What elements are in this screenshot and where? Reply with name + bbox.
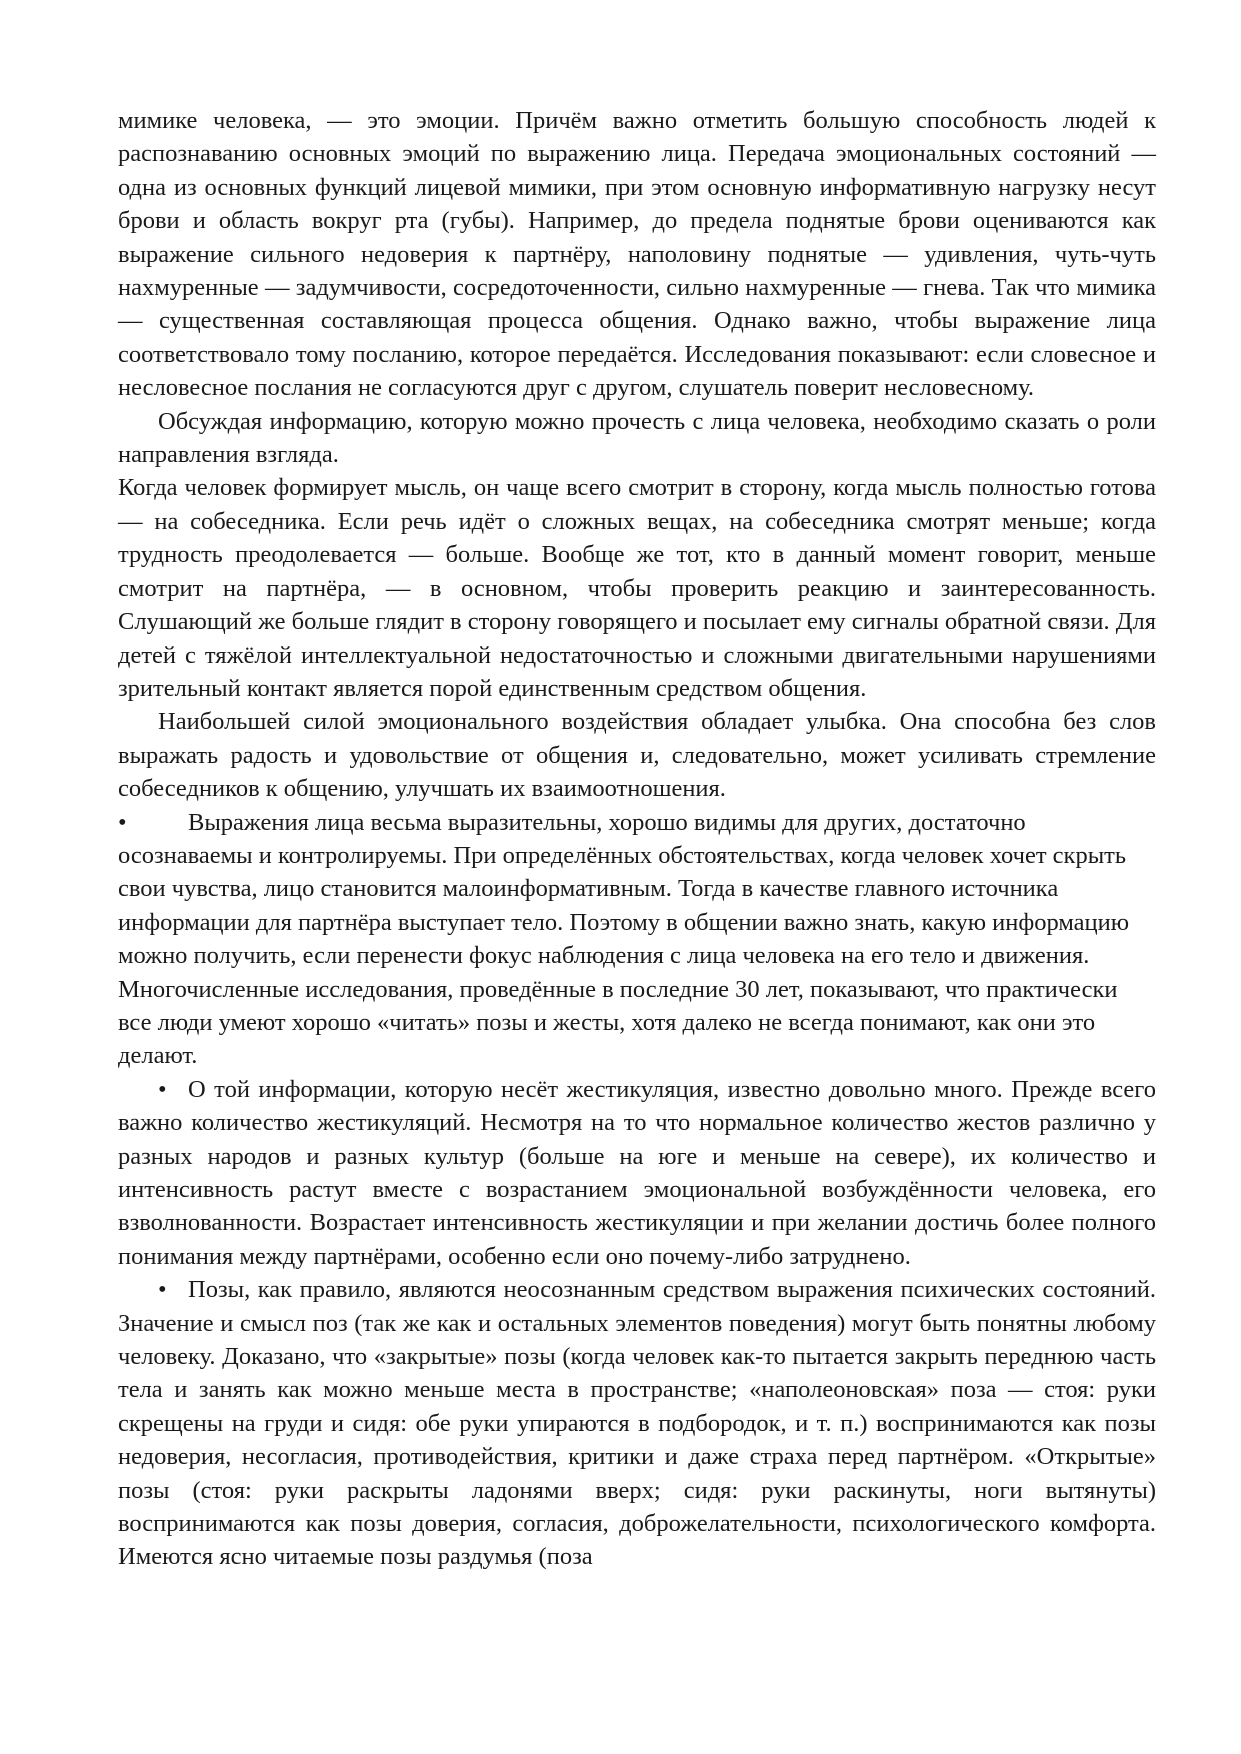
bullet-marker: • <box>158 1276 167 1304</box>
document-page <box>118 104 1156 1574</box>
paragraph-gestures-text: О той информации, которую несёт жестикуляция, известно довольно много. Прежде всего важно количество жестикуляций. Несмотря на то что нормальное количество жестов различно у разных народов и разных культур (больше на юге и меньше на севере), их количество и интенсивность растут вместе с возрастанием эмоциональной возбуждённости человека, его взволнованности. Возрастает интенсивность жестикуляции и при желании достичь более полного понимания между партнёрами, особенно если оно почему-либо затруднено. <box>118 1075 1156 1270</box>
paragraph-body-language <box>118 806 1156 1073</box>
paragraph-body-language-text: Выражения лица весьма выразительны, хорошо видимы для других, достаточно осознаваемы и контролируемы. При определённых обстоятельствах, когда человек хочет скрыть свои чувства, лицо становится малоинформативным. Тогда в качестве главного источника информации для партнёра выступает тело. Поэтому в общении важно знать, какую информацию можно получить, если перенести фокус наблюдения с лица человека на его тело и движения. Многочисленные исследования, проведённые в последние 30 лет, показывают, что практически все люди умеют хорошо «читать» позы и жесты, хотя далеко не всегда понимают, как они это делают. <box>118 808 1130 1070</box>
paragraph-smile: Наибольшей силой эмоционального воздействия обладает улыбка. Она способна без слов выражать радость и удовольствие от общения и, следовательно, может усиливать стремление собеседников к общению, улучшать их взаимоотношения. <box>118 708 1156 803</box>
paragraph-gestures <box>118 1073 1156 1273</box>
paragraph-gaze-intro: Обсуждая информацию, которую можно прочесть с лица человека, необходимо сказать о роли направления взгляда. <box>118 407 1156 469</box>
paragraph-gaze-direction: Когда человек формирует мысль, он чаще всего смотрит в сторону, когда мысль полностью готова — на собеседника. Если речь идёт о сложных вещах, на собеседника смотрят меньше; когда трудность преодолевается — больше. Вообще же тот, кто в данный момент говорит, меньше смотрит на партнёра, — в основном, чтобы проверить реакцию и заинтересованность. Слушающий же больше глядит в сторону говорящего и посылает ему сигналы обратной связи. Для детей с тяжёлой интеллектуальной недостаточностью и сложными двигательными нарушениями зрительный контакт является порой единственным средством общения. <box>118 474 1156 702</box>
paragraph-facial-emotions: мимике человека, — это эмоции. Причём важно отметить большую способность людей к распознаванию основных эмоций по выражению лица. Передача эмоциональных состояний — одна из основных функций лицевой мимики, при этом основную информативную нагрузку несут брови и область вокруг рта (губы). Например, до предела поднятые брови оцениваются как выражение сильного недоверия к партнёру, наполовину поднятые — удивления, чуть-чуть нахмуренные — задумчивости, сосредоточенности, сильно нахмуренные — гнева. Так что мимика — существенная составляющая процесса общения. Однако важно, чтобы выражение лица соответствовало тому посланию, которое передаётся. Исследования показывают: если словесное и несловесное послания не согласуются друг с другом, слушатель поверит несловесному. <box>118 107 1156 402</box>
bullet-marker: • <box>158 1075 167 1103</box>
bullet-marker: • <box>118 808 127 836</box>
paragraph-postures <box>118 1273 1156 1574</box>
paragraph-postures-text: Позы, как правило, являются неосознанным средством выражения психических состояний. Значение и смысл поз (так же как и остальных элементов поведения) могут быть понятны любому человеку. Доказано, что «закрытые» позы (когда человек как-то пытается закрыть переднюю часть тела и занять как можно меньше места в пространстве; «наполеоновская» поза — стоя: руки скрещены на груди и сидя: обе руки упираются в подбородок, и т. п.) воспринимаются как позы недоверия, несогласия, противодействия, критики и даже страха перед партнёром. «Открытые» позы (стоя: руки раскрыты ладонями вверх; сидя: руки раскинуты, ноги вытянуты) воспринимаются как позы доверия, согласия, доброжелательности, психологического комфорта. Имеются ясно читаемые позы раздумья (поза <box>118 1276 1156 1571</box>
